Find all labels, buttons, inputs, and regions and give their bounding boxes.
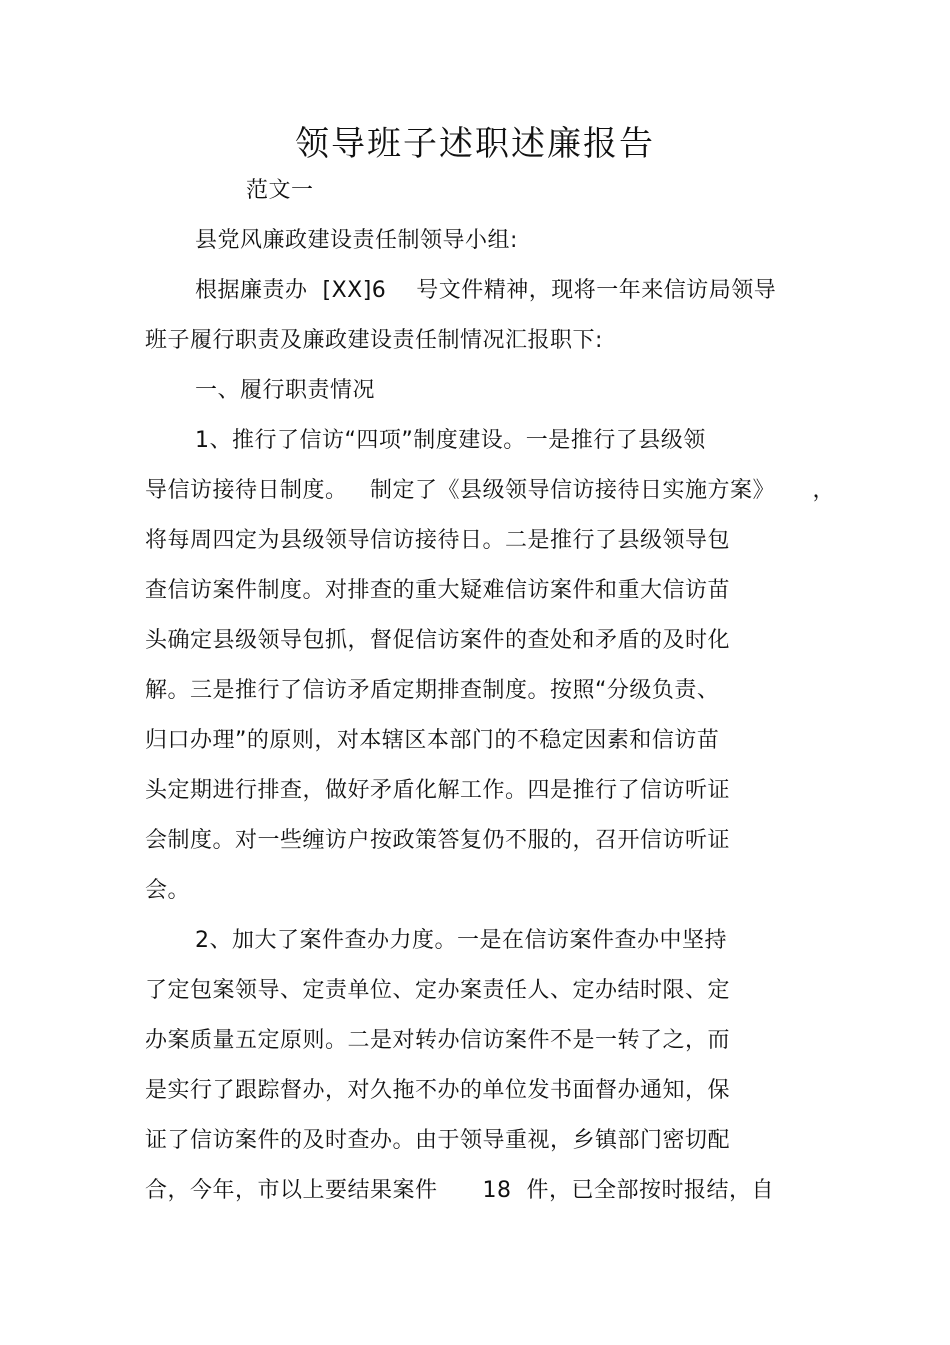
body-line: 1、推行了信访“四项”制度建设。一是推行了县级领 bbox=[195, 428, 706, 453]
body-line: 查信访案件制度。对排查的重大疑难信访案件和重大信访苗 bbox=[145, 578, 731, 603]
body-line: 根据廉责办 [XX]6 号文件精神，现将一年来信访局领导 bbox=[195, 278, 777, 303]
body-line: 会。 bbox=[145, 878, 191, 903]
body-line: 头确定县级领导包抓，督促信访案件的查处和矛盾的及时化 bbox=[145, 628, 731, 653]
body-line: 是实行了跟踪督办，对久拖不办的单位发书面督办通知，保 bbox=[145, 1078, 731, 1103]
body-line: 证了信访案件的及时查办。由于领导重视，乡镇部门密切配 bbox=[145, 1128, 731, 1153]
body-line: 班子履行职责及廉政建设责任制情况汇报职下: bbox=[145, 328, 603, 353]
body-line: 2、加大了案件查办力度。一是在信访案件查办中坚持 bbox=[195, 928, 727, 953]
body-line: 了定包案领导、定责单位、定办案责任人、定办结时限、定 bbox=[145, 978, 731, 1003]
body-line: 将每周四定为县级领导信访接待日。二是推行了县级领导包 bbox=[145, 528, 731, 553]
body-line: 头定期进行排查，做好矛盾化解工作。四是推行了信访听证 bbox=[145, 778, 731, 803]
body-line: 会制度。对一些缠访户按政策答复仍不服的，召开信访听证 bbox=[145, 828, 731, 853]
body-line: 合，今年，市以上要结果案件 18 件，已全部按时报结，自 bbox=[145, 1178, 774, 1203]
body-line: 归口办理”的原则，对本辖区本部门的不稳定因素和信访苗 bbox=[145, 728, 720, 753]
section-heading: 一、履行职责情况 bbox=[195, 378, 376, 403]
body-line: 解。三是推行了信访矛盾定期排查制度。按照“分级负责、 bbox=[145, 678, 720, 703]
body-line: 导信访接待日制度。 制定了《县级领导信访接待日实施方案》 ， bbox=[145, 478, 835, 503]
subtitle: 范文一 bbox=[246, 178, 314, 203]
document-title: 领导班子述职述廉报告 bbox=[295, 124, 655, 164]
body-line: 办案质量五定原则。二是对转办信访案件不是一转了之，而 bbox=[145, 1028, 731, 1053]
addressee: 县党风廉政建设责任制领导小组: bbox=[195, 228, 518, 253]
